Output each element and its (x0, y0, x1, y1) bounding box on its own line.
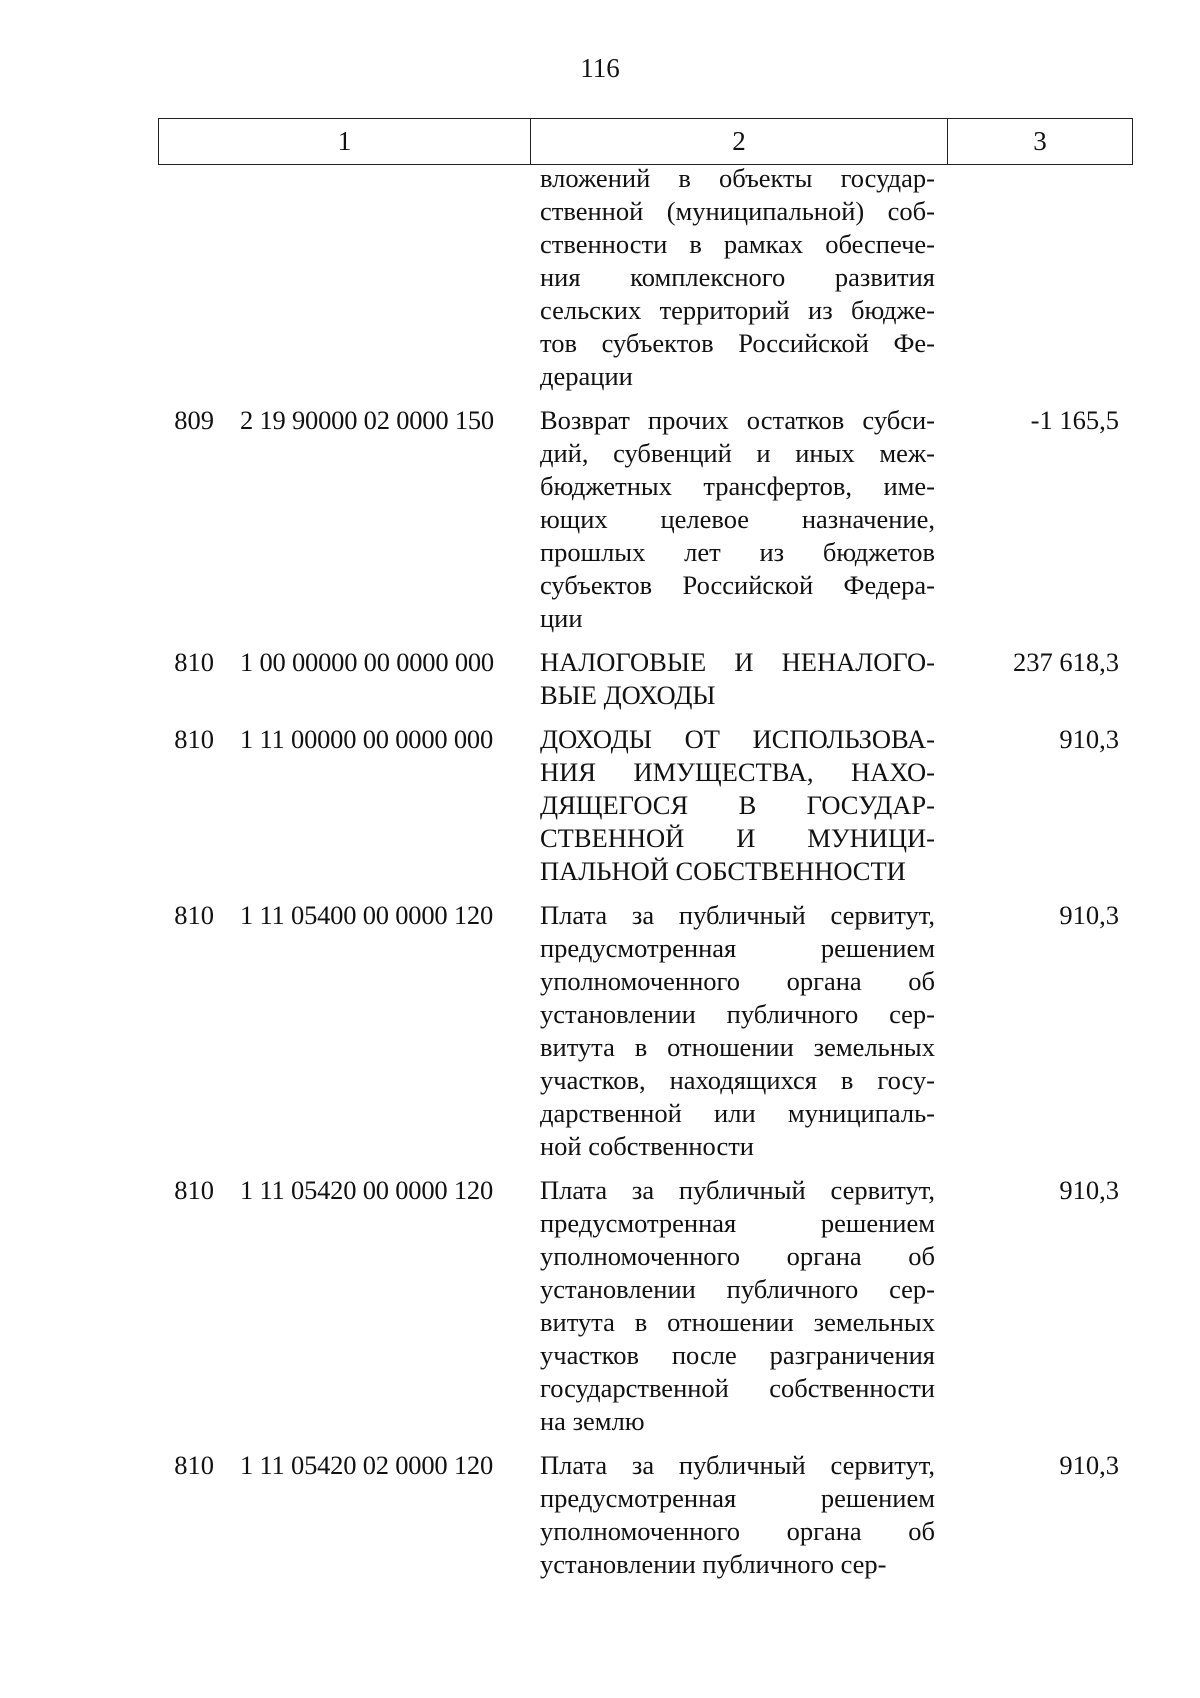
table-row (0, 404, 1200, 635)
revenue-name-line: уполномоченного органа об (540, 1516, 935, 1546)
revenue-name-line: ственности в рамках обеспече- (540, 229, 935, 259)
budget-classification-code: 1 11 05420 02 0000 120 (240, 1450, 493, 1480)
revenue-name-line: ния комплексного развития (540, 262, 935, 292)
table-row (0, 1174, 1200, 1438)
revenue-name (540, 646, 935, 712)
admin-code: 810 (174, 900, 214, 930)
revenue-name-line: установлении публичного сер- (540, 999, 935, 1029)
revenue-name-line: вложений в объекты государ- (540, 163, 935, 193)
table-row (0, 899, 1200, 1163)
revenue-name-line: предусмотренная решением (540, 1483, 935, 1513)
revenue-name-line: дарственной или муниципаль- (540, 1098, 935, 1128)
table-row (0, 162, 1200, 393)
amount-value: 910,3 (1059, 1450, 1119, 1480)
header-cell-3: 3 (1033, 126, 1047, 156)
page-number: 116 (580, 53, 620, 83)
table-header (158, 118, 1133, 165)
revenue-name-line: сельских территорий из бюдже- (540, 295, 935, 325)
revenue-name-line: Плата за публичный сервитут, (540, 1175, 935, 1205)
revenue-name (540, 404, 935, 635)
revenue-name-line: ной собственности (540, 1131, 754, 1161)
revenue-name-line: дерации (540, 361, 633, 391)
admin-code: 810 (174, 724, 214, 754)
revenue-name (540, 899, 935, 1163)
revenue-name-line: установлении публичного сер- (540, 1274, 935, 1304)
admin-code: 810 (174, 1175, 214, 1205)
revenue-name-line: уполномоченного органа об (540, 966, 935, 996)
revenue-name-line: на землю (540, 1406, 645, 1436)
revenue-name-line: Плата за публичный сервитут, (540, 900, 935, 930)
revenue-name-line: прошлых лет из бюджетов (540, 537, 935, 567)
revenue-name-line: ственной (муниципальной) соб- (540, 196, 935, 226)
revenue-name-line: ющих целевое назначение, (540, 504, 935, 534)
table-row (0, 646, 1200, 712)
revenue-name-line: НАЛОГОВЫЕ И НЕНАЛОГО- (540, 647, 935, 677)
revenue-name-line: предусмотренная решением (540, 933, 935, 963)
amount-value: 910,3 (1059, 724, 1119, 754)
revenue-name-line: тов субъектов Российской Фе- (540, 328, 935, 358)
revenue-name-line: витута в отношении земельных (540, 1307, 935, 1337)
revenue-name-line: ПАЛЬНОЙ СОБСТВЕННОСТИ (540, 856, 906, 886)
revenue-name-line: предусмотренная решением (540, 1208, 935, 1238)
budget-classification-code: 1 11 00000 00 0000 000 (240, 724, 493, 754)
revenue-name-line: НИЯ ИМУЩЕСТВА, НАХО- (540, 757, 935, 787)
amount-value: 910,3 (1059, 900, 1119, 930)
budget-classification-code: 1 11 05400 00 0000 120 (240, 900, 493, 930)
revenue-name (540, 1449, 935, 1581)
budget-classification-code: 2 19 90000 02 0000 150 (240, 405, 494, 435)
revenue-name-line: витута в отношении земельных (540, 1032, 935, 1062)
revenue-name-line: установлении публичного сер- (540, 1549, 887, 1579)
budget-classification-code: 1 00 00000 00 0000 000 (240, 647, 494, 677)
table-body (0, 162, 1200, 1592)
revenue-name-line: участков, находящихся в госу- (540, 1065, 935, 1095)
revenue-name-line: уполномоченного органа об (540, 1241, 935, 1271)
revenue-name-line: бюджетных трансфертов, име- (540, 471, 935, 501)
revenue-name-line: ДЯЩЕГОСЯ В ГОСУДАР- (540, 790, 935, 820)
admin-code: 810 (174, 647, 214, 677)
revenue-name-line: ции (540, 603, 583, 633)
revenue-name-line: участков после разграничения (540, 1340, 935, 1370)
amount-value: 910,3 (1059, 1175, 1119, 1205)
table-row (0, 723, 1200, 888)
revenue-name-line: государственной собственности (540, 1373, 935, 1403)
budget-classification-code: 1 11 05420 00 0000 120 (240, 1175, 493, 1205)
header-cell-1: 1 (159, 119, 531, 164)
revenue-name (540, 1174, 935, 1438)
amount-value: -1 165,5 (1030, 405, 1119, 435)
admin-code: 810 (174, 1450, 214, 1480)
header-cell-2: 2 (531, 119, 948, 164)
revenue-name-line: субъектов Российской Федера- (540, 570, 935, 600)
revenue-name-line: ДОХОДЫ ОТ ИСПОЛЬЗОВА- (540, 724, 935, 754)
amount-value: 237 618,3 (1013, 647, 1119, 677)
table-row (0, 1449, 1200, 1581)
revenue-name (540, 162, 935, 393)
revenue-name-line: Плата за публичный сервитут, (540, 1450, 935, 1480)
revenue-name-line: СТВЕННОЙ И МУНИЦИ- (540, 823, 935, 853)
revenue-name-line: дий, субвенций и иных меж- (540, 438, 935, 468)
revenue-name-line: ВЫЕ ДОХОДЫ (540, 680, 716, 710)
admin-code: 809 (174, 405, 214, 435)
revenue-name (540, 723, 935, 888)
revenue-name-line: Возврат прочих остатков субси- (540, 405, 935, 435)
